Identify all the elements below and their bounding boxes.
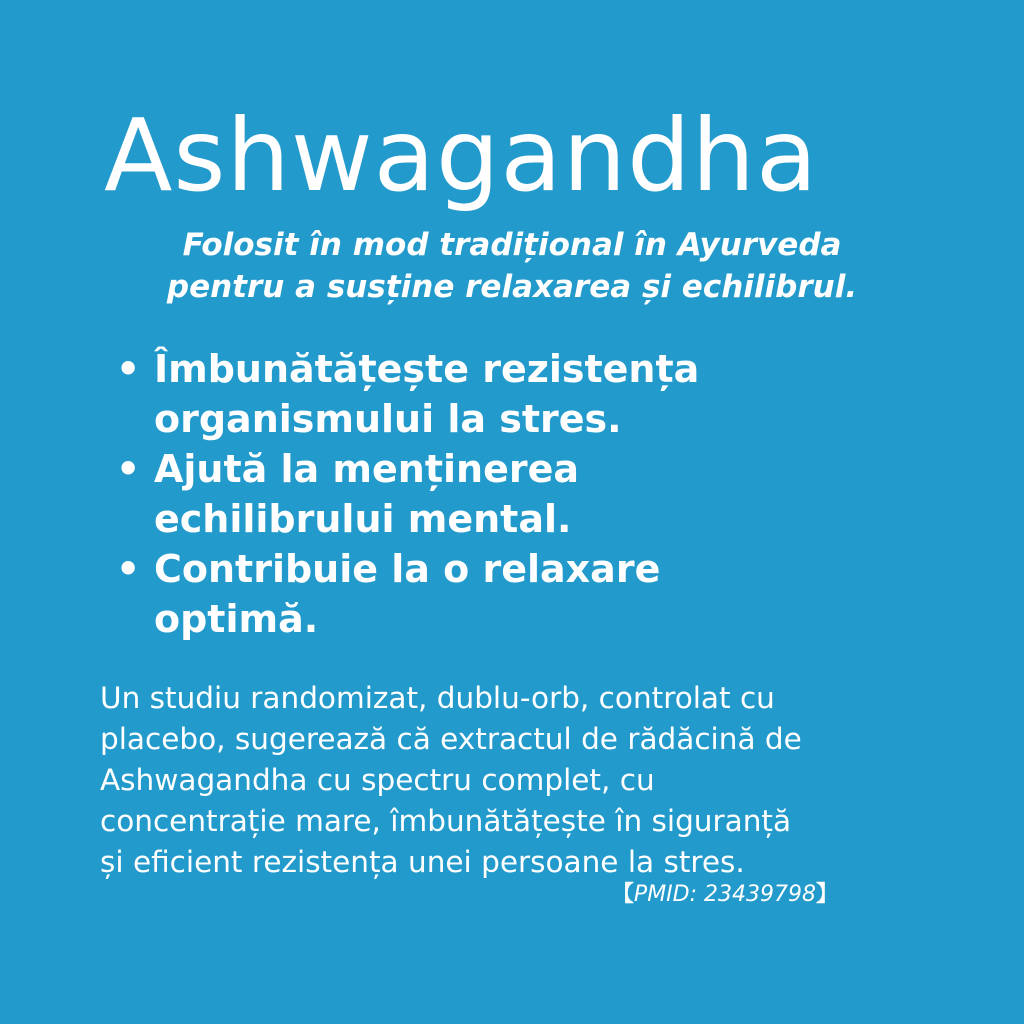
benefit-line: Îmbunătățește rezistența xyxy=(154,347,700,391)
benefit-line: Contribuie la o relaxare xyxy=(154,547,661,591)
study-line: Ashwagandha cu spectru complet, cu xyxy=(100,763,655,797)
benefit-line: Ajută la menținerea xyxy=(154,447,580,491)
benefits-list xyxy=(112,344,832,644)
citation-text: PMID: 23439798 xyxy=(633,882,816,907)
bullet-icon: • xyxy=(116,347,141,391)
citation-close-bracket: 】 xyxy=(815,882,838,907)
benefit-line: optimă. xyxy=(154,597,319,641)
study-paragraph xyxy=(100,678,930,883)
benefit-line: organismului la stres. xyxy=(154,397,622,441)
study-line: și eficient rezistența unei persoane la stres. xyxy=(100,845,745,879)
benefit-item xyxy=(112,444,832,544)
study-line: concentrație mare, îmbunătățește în siguranță xyxy=(100,804,792,838)
study-line: Un studiu randomizat, dublu-orb, controlat cu xyxy=(100,681,775,715)
bullet-icon: • xyxy=(116,547,141,591)
subtitle-line: Folosit în mod tradițional în Ayurveda xyxy=(182,227,842,263)
bullet-icon: • xyxy=(116,447,141,491)
citation xyxy=(612,878,838,912)
subtitle xyxy=(100,224,924,308)
page-title: Ashwagandha xyxy=(104,97,819,214)
subtitle-line: pentru a susține relaxarea și echilibrul. xyxy=(166,269,858,305)
benefit-line: echilibrului mental. xyxy=(154,497,572,541)
study-line: placebo, sugerează că extractul de rădăcină de xyxy=(100,722,802,756)
benefit-item xyxy=(112,544,832,644)
citation-open-bracket: 【 xyxy=(611,882,634,907)
benefit-item xyxy=(112,344,832,444)
